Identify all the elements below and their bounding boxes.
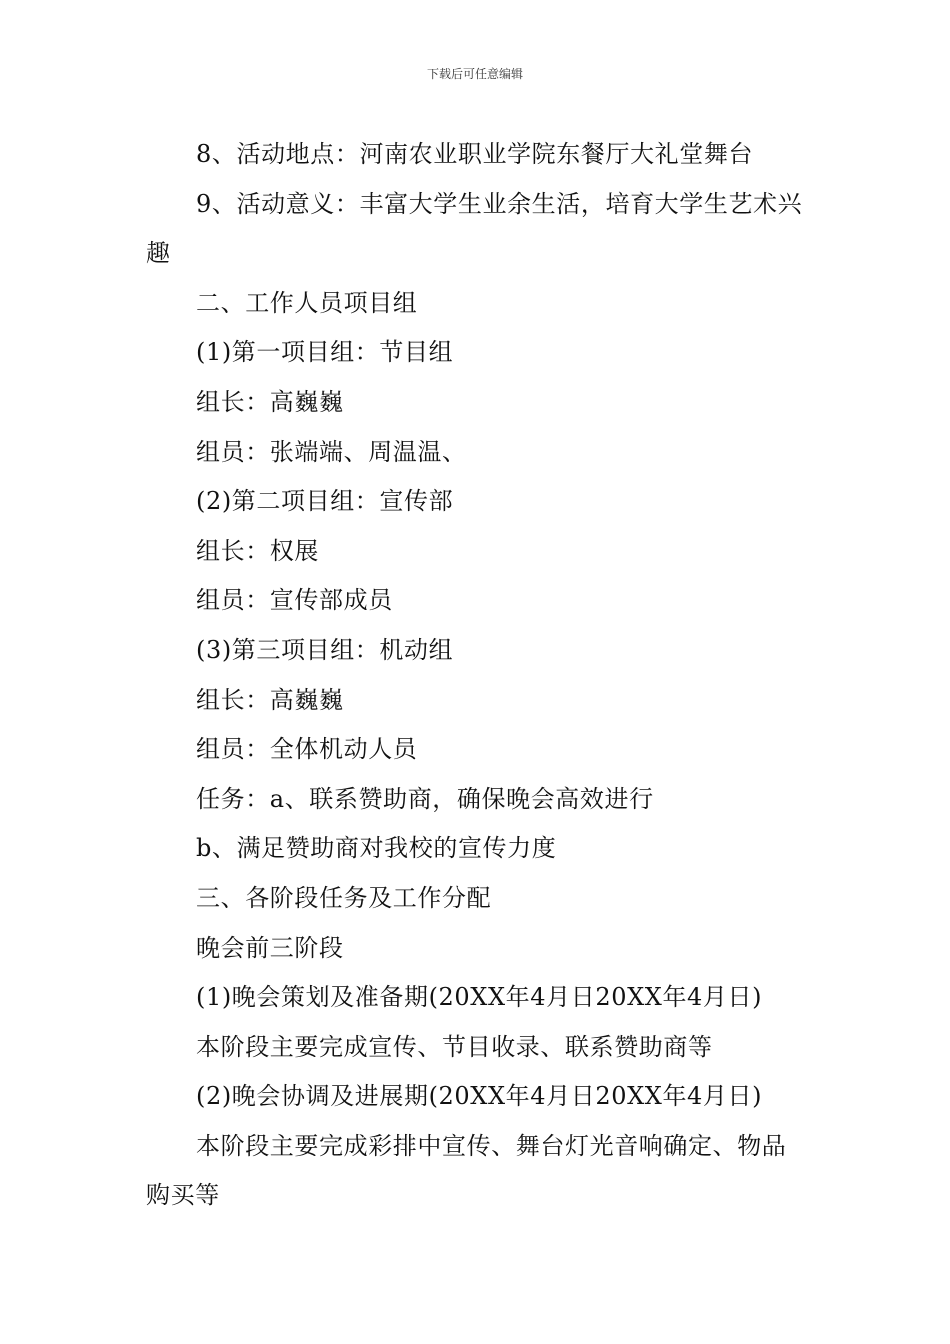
section-heading-phases: 三、各阶段任务及工作分配 [196,883,492,912]
paragraph-task-b: b、满足赞助商对我校的宣传力度 [196,834,557,863]
paragraph-group-1-leader: 组长：高巍巍 [196,387,344,416]
paragraph-pre-show-phases: 晚会前三阶段 [196,933,344,962]
paragraph-group-3-leader: 组长：高巍巍 [196,685,344,714]
paragraph-activity-location: 8、活动地点：河南农业职业学院东餐厅大礼堂舞台 [196,140,754,168]
paragraph-group-3-members: 组员：全体机动人员 [196,735,418,764]
paragraph-group-1-members: 组员：张端端、周温温、 [196,437,467,466]
paragraph-group-2: (2)第二项目组：宣传部 [196,487,454,516]
paragraph-phase-1: (1)晚会策划及准备期(20XX年4月日20XX年4月日) [196,983,763,1012]
page-header: 下载后可任意编辑 [426,67,523,81]
paragraph-task-a: 任务：a、联系赞助商，确保晚会高效进行 [196,784,654,813]
paragraph-phase-1-tasks: 本阶段主要完成宣传、节目收录、联系赞助商等 [196,1032,713,1061]
paragraph-phase-2: (2)晚会协调及进展期(20XX年4月日20XX年4月日) [196,1082,763,1111]
paragraph-group-1: (1)第一项目组：节目组 [196,338,454,367]
paragraph-group-2-leader: 组长：权展 [196,536,319,565]
paragraph-group-3: (3)第三项目组：机动组 [196,635,454,664]
paragraph-activity-significance: 9、活动意义：丰富大学生业余生活，培育大学生艺术兴趣 [146,189,803,268]
section-heading-staff-groups: 二、工作人员项目组 [196,288,418,317]
paragraph-phase-2-tasks: 本阶段主要完成彩排中宣传、舞台灯光音响确定、物品购买等 [146,1131,787,1210]
document-body [146,130,810,1221]
paragraph-group-2-members: 组员：宣传部成员 [196,586,393,615]
